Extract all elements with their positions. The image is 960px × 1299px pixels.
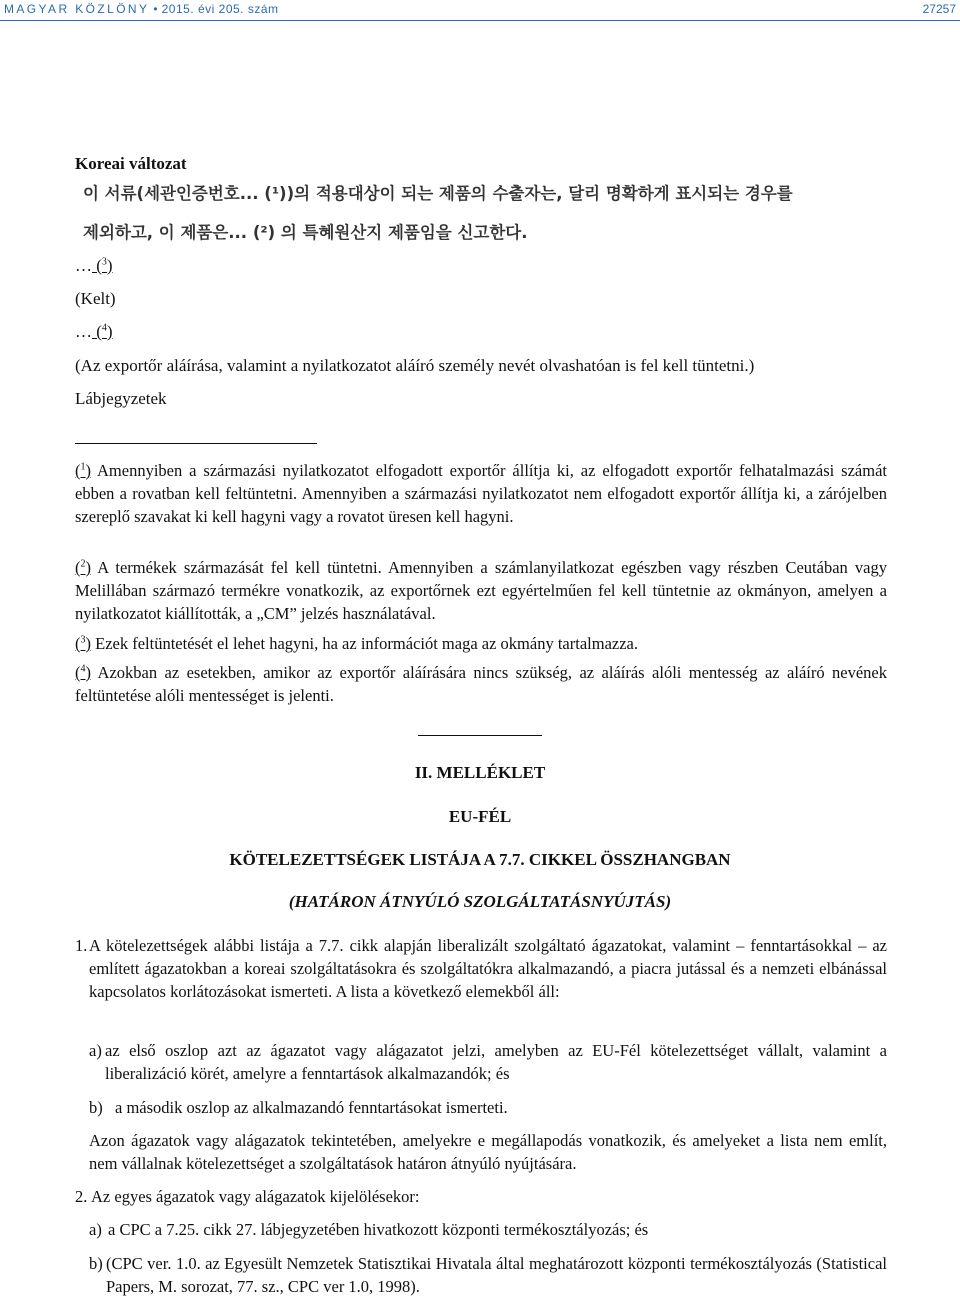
page-header (0, 0, 960, 22)
item-2b-text: (CPC ver. 1.0. az Egyesült Nemzetek Statisztikai Hivatala által meghatározott központi termékosztályozás (Statistical Papers, M. sorozat, 77. sz., CPC ver 1.0, 1998). (106, 1254, 887, 1296)
footnote-4-num: 4 (80, 663, 86, 675)
item-a-text: az első oszlop azt az ágazatot vagy alágazatot jelzi, amelyben az EU-Fél kötelezettséget vállalt, valamint a liberalizáció körét, amelyre a fenntartások alkalmazandók; és (105, 1041, 887, 1083)
footnote-4-marker[interactable]: ($^4$) (75, 663, 91, 682)
item-b-text: a második oszlop az alkalmazandó fenntartásokat ismerteti. (115, 1098, 508, 1117)
footnote-4 (75, 661, 887, 707)
section-divider (418, 735, 542, 736)
header-rule (0, 20, 960, 21)
footnote-3 (75, 632, 887, 655)
header-separator: • (153, 2, 158, 16)
issue-label: 2015. évi 205. szám (161, 2, 279, 16)
signature-ellipsis: … (75, 322, 92, 341)
footnotes-rule (75, 443, 317, 444)
footnote-2-marker[interactable]: ($^2$) (75, 558, 91, 577)
footnote-3-num: 3 (80, 634, 86, 646)
place-line (75, 254, 113, 277)
item-a-label: a) (89, 1041, 102, 1060)
footnote-1-text: Amennyiben a származási nyilatkozatot elfogadott exportőr állítja ki, az elfogadott exportőr felhatalmazási számát ebben a rovatban kell feltüntetni. Amennyiben a származási nyilatkozatot nem elfogadott exportőr állítja ki, a zárójelben szereplő szavakat ki kell hagyni vagy a rovatot üresen kell hagyni. (75, 461, 887, 526)
footnote-4-text: Azokban az esetekben, amikor az exportőr aláírására nincs szükség, az aláírás alóli mentesség az aláíró nevének feltüntetése alóli mentességet is jelenti. (75, 663, 887, 705)
footnote-1-num: 1 (80, 461, 86, 473)
signature-note: (Az exportőr aláírása, valamint a nyilatkozatot aláíró személy nevét olvashatóan is fel kell tüntetni.) (75, 356, 755, 375)
footnote-3-marker[interactable]: ($^3$) (75, 634, 91, 653)
korean-heading: Koreai változat (75, 154, 187, 173)
signature-line (75, 320, 113, 343)
item-b-label: b) (89, 1098, 103, 1117)
footnote-1 (75, 459, 887, 528)
footnote-3-text: Ezek feltüntetését el lehet hagyni, ha az információt maga az okmány tartalmazza. (95, 634, 638, 653)
journal-name: MAGYAR KÖZLÖNY (4, 2, 150, 16)
para-1-number: 1. (75, 936, 88, 955)
item-2a-label: a) (89, 1220, 102, 1239)
footnote-2-num: 2 (80, 558, 86, 570)
annex-party: EU-FÉL (448, 807, 512, 826)
footnote-1-marker[interactable]: ($^1$) (75, 461, 91, 480)
para-2-number: 2. (75, 1187, 88, 1206)
page-number: 27257 (922, 2, 956, 16)
footnote-ref-3-num: 3 (101, 256, 107, 268)
para-extra: Azon ágazatok vagy alágazatok tekintetében, amelyekre e megállapodás vonatkozik, és amelyeket a lista nem említ, nem vállalnak kötelezettséget a szolgáltatások határon átnyúló nyújtására. (89, 1131, 887, 1173)
item-2b-label: b) (89, 1254, 103, 1273)
footnote-ref-4-num: 4 (101, 322, 107, 334)
place-ellipsis: … (75, 256, 92, 275)
date-label: (Kelt) (75, 289, 116, 308)
journal-header (4, 2, 279, 16)
korean-text-line-1: 이 서류(세관인증번호... (¹))의 적용대상이 되는 제품의 수출자는, 달리 명확하게 표시되는 경우를 (83, 184, 793, 203)
footnote-2-text: A termékek származását fel kell tüntetni. Amennyiben a számlanyilatkozat egészben vagy részben Ceutában vagy Melillában származó termékre vonatkozik, az exportőrnek ezt egyértelműen fel kell tüntetnie az okmányon, amelyen a nyilatkozatot kiállították, a „CM” jelzés használatával. (75, 558, 888, 623)
para-1-text: A kötelezettségek alábbi listája a 7.7. cikk alapján liberalizált szolgáltató ágazatokat, valamint – fenntartásokkal – az említett ágazatokban a koreai szolgáltatásokra és szolgáltatókra alkalmazandó, a piacra jutással és a nemzeti elbánással kapcsolatos korlátozásokat ismerteti. A lista a következő elemekből áll: (89, 936, 887, 1001)
annex-list-title: KÖTELEZETTSÉGEK LISTÁJA A 7.7. CIKKEL ÖSSZHANGBAN (229, 850, 731, 869)
annex-subtitle: (HATÁRON ÁTNYÚLÓ SZOLGÁLTATÁSNYÚJTÁS) (288, 892, 672, 911)
footnote-ref-4[interactable]: ($^4$) (92, 322, 113, 341)
para-2-text: Az egyes ágazatok vagy alágazatok kijelölésekor: (91, 1187, 420, 1206)
footnote-2 (75, 556, 887, 625)
annex-title: II. MELLÉKLET (414, 763, 546, 782)
footnotes-title: Lábjegyzetek (75, 389, 167, 408)
item-2a-text: a CPC a 7.25. cikk 27. lábjegyzetében hivatkozott központi termékosztályozás; és (108, 1220, 649, 1239)
footnote-ref-3[interactable]: ($^3$) (92, 256, 113, 275)
korean-text-line-2: 제외하고, 이 제품은... (²) 의 특혜원산지 제품임을 신고한다. (83, 223, 528, 242)
